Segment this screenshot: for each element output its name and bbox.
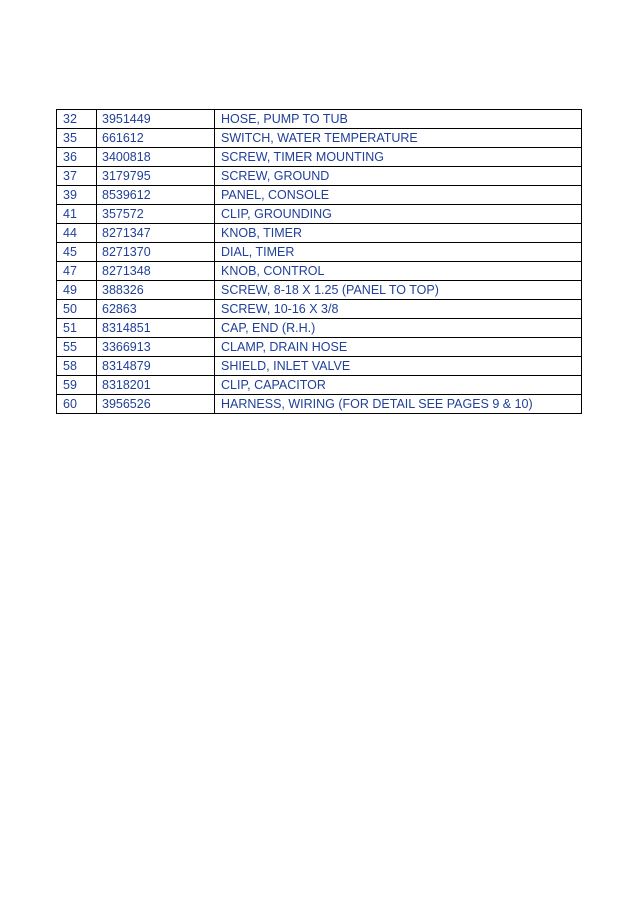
description-cell: HOSE, PUMP TO TUB	[215, 110, 582, 129]
ref-number-cell: 41	[57, 205, 97, 224]
description-cell: HARNESS, WIRING (FOR DETAIL SEE PAGES 9 & 10)	[215, 395, 582, 414]
ref-number-cell: 49	[57, 281, 97, 300]
ref-number-cell: 35	[57, 129, 97, 148]
ref-number-cell: 59	[57, 376, 97, 395]
part-number-cell: 8314851	[97, 319, 215, 338]
description-cell: SWITCH, WATER TEMPERATURE	[215, 129, 582, 148]
table-row	[57, 129, 582, 148]
ref-number-cell: 58	[57, 357, 97, 376]
table-row	[57, 186, 582, 205]
part-number-cell: 3366913	[97, 338, 215, 357]
part-number-cell: 8271348	[97, 262, 215, 281]
table-row	[57, 148, 582, 167]
table-row	[57, 319, 582, 338]
description-cell: CAP, END (R.H.)	[215, 319, 582, 338]
table-row	[57, 167, 582, 186]
ref-number-cell: 37	[57, 167, 97, 186]
ref-number-cell: 50	[57, 300, 97, 319]
part-number-cell: 3179795	[97, 167, 215, 186]
part-number-cell: 8271347	[97, 224, 215, 243]
table-row	[57, 281, 582, 300]
description-cell: CLIP, GROUNDING	[215, 205, 582, 224]
ref-number-cell: 45	[57, 243, 97, 262]
table-row	[57, 205, 582, 224]
ref-number-cell: 39	[57, 186, 97, 205]
description-cell: KNOB, TIMER	[215, 224, 582, 243]
table-row	[57, 243, 582, 262]
ref-number-cell: 32	[57, 110, 97, 129]
table-row	[57, 338, 582, 357]
ref-number-cell: 51	[57, 319, 97, 338]
part-number-cell: 8318201	[97, 376, 215, 395]
part-number-cell: 8314879	[97, 357, 215, 376]
description-cell: SCREW, TIMER MOUNTING	[215, 148, 582, 167]
part-number-cell: 3956526	[97, 395, 215, 414]
part-number-cell: 661612	[97, 129, 215, 148]
table-row	[57, 395, 582, 414]
table-row	[57, 262, 582, 281]
ref-number-cell: 44	[57, 224, 97, 243]
table-row	[57, 110, 582, 129]
part-number-cell: 388326	[97, 281, 215, 300]
description-cell: SCREW, 10-16 X 3/8	[215, 300, 582, 319]
part-number-cell: 357572	[97, 205, 215, 224]
ref-number-cell: 47	[57, 262, 97, 281]
description-cell: KNOB, CONTROL	[215, 262, 582, 281]
table-row	[57, 376, 582, 395]
description-cell: SCREW, 8-18 X 1.25 (PANEL TO TOP)	[215, 281, 582, 300]
table-row	[57, 357, 582, 376]
description-cell: SHIELD, INLET VALVE	[215, 357, 582, 376]
part-number-cell: 62863	[97, 300, 215, 319]
part-number-cell: 3951449	[97, 110, 215, 129]
part-number-cell: 8539612	[97, 186, 215, 205]
ref-number-cell: 60	[57, 395, 97, 414]
part-number-cell: 8271370	[97, 243, 215, 262]
description-cell: PANEL, CONSOLE	[215, 186, 582, 205]
description-cell: SCREW, GROUND	[215, 167, 582, 186]
parts-table-body	[57, 110, 582, 414]
table-row	[57, 224, 582, 243]
part-number-cell: 3400818	[97, 148, 215, 167]
table-row	[57, 300, 582, 319]
description-cell: DIAL, TIMER	[215, 243, 582, 262]
parts-table	[56, 109, 582, 414]
ref-number-cell: 55	[57, 338, 97, 357]
description-cell: CLAMP, DRAIN HOSE	[215, 338, 582, 357]
description-cell: CLIP, CAPACITOR	[215, 376, 582, 395]
ref-number-cell: 36	[57, 148, 97, 167]
